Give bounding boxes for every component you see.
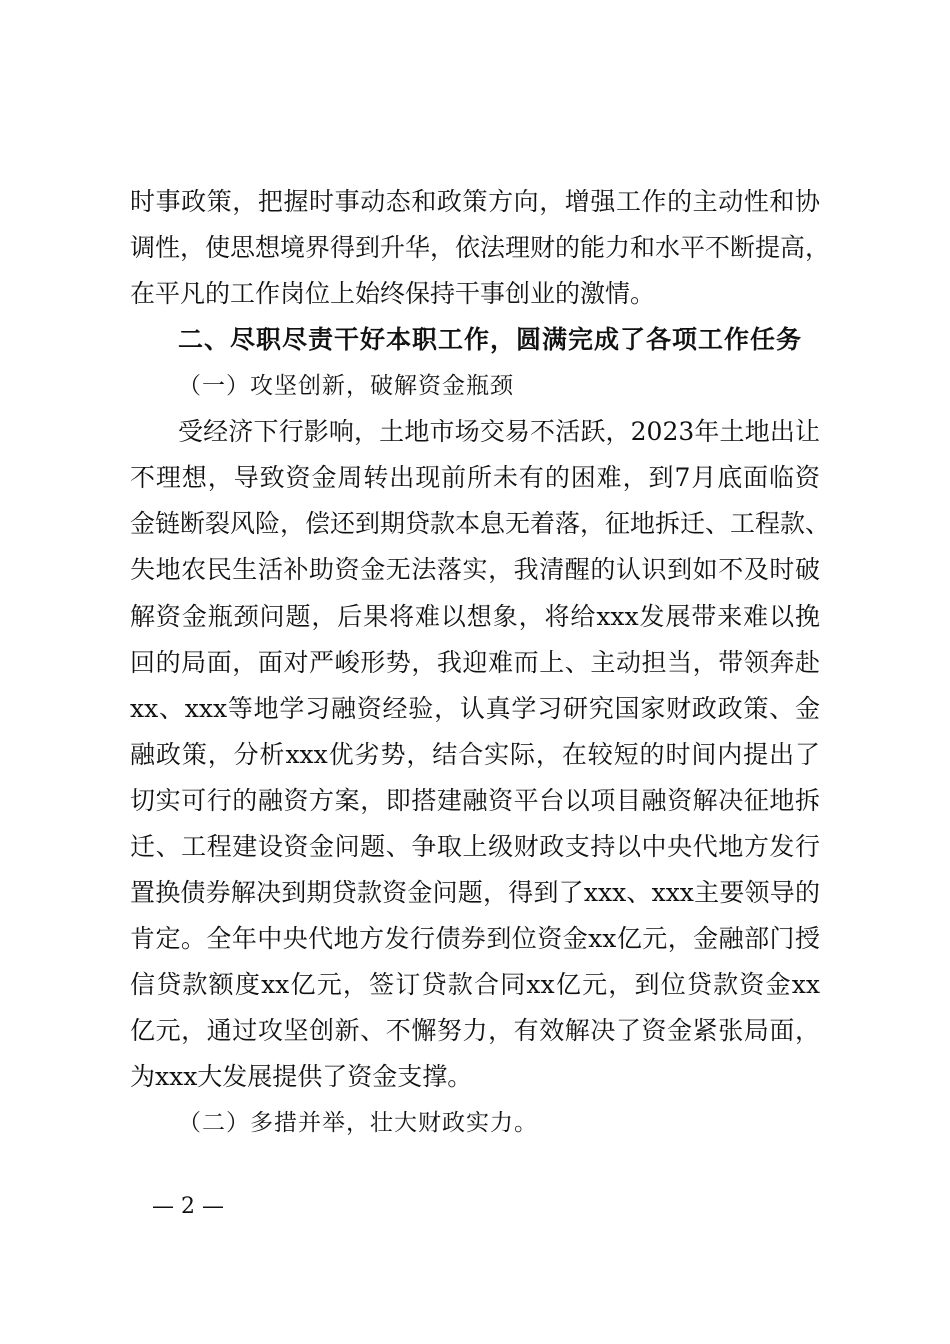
body-text-line: 亿元，通过攻坚创新、不懈努力，有效解决了资金紧张局面， [130,1016,820,1045]
section-heading: 二、尽职尽责干好本职工作，圆满完成了各项工作任务 [178,325,803,354]
body-text-line: 解资金瓶颈问题，后果将难以想象，将给xxx发展带来难以挽 [130,602,820,631]
body-text-line: 为xxx大发展提供了资金支撑。 [130,1062,473,1091]
body-text-line: xx、xxx等地学习融资经验，认真学习研究国家财政政策、金 [130,694,820,723]
body-text-line: 不理想，导致资金周转出现前所未有的困难，到7月底面临资 [130,463,820,492]
body-text-line: 肯定。全年中央代地方发行债券到位资金xx亿元，金融部门授 [130,924,820,953]
body-text-line: 融政策，分析xxx优劣势，结合实际，在较短的时间内提出了 [130,740,820,769]
subsection-heading: （一）攻坚创新，破解资金瓶颈 [178,373,514,399]
body-text-line: 时事政策，把握时事动态和政策方向，增强工作的主动性和协 [130,187,820,216]
subsection-heading: （二）多措并举，壮大财政实力。 [178,1110,538,1136]
body-text-line: 调性，使思想境界得到升华，依法理财的能力和水平不断提高， [130,233,831,262]
body-text-line: 回的局面，面对严峻形势，我迎难而上、主动担当，带领奔赴 [130,648,820,677]
body-text-line: 切实可行的融资方案，即搭建融资平台以项目融资解决征地拆 [130,786,820,815]
body-text-line: 在平凡的工作岗位上始终保持干事创业的激情。 [130,279,656,308]
body-text-line: 置换债券解决到期贷款资金问题，得到了xxx、xxx主要领导的 [130,878,820,907]
body-text-line: 信贷款额度xx亿元，签订贷款合同xx亿元，到位贷款资金xx [130,970,820,999]
body-text-line: 金链断裂风险，偿还到期贷款本息无着落，征地拆迁、工程款、 [130,509,831,538]
body-text-line: 受经济下行影响，土地市场交易不活跃，2023年土地出让 [178,417,820,446]
page-number: — 2 — [152,1194,224,1219]
body-text-line: 迁、工程建设资金问题、争取上级财政支持以中央代地方发行 [130,832,820,861]
body-text-line: 失地农民生活补助资金无法落实，我清醒的认识到如不及时破 [130,555,820,584]
